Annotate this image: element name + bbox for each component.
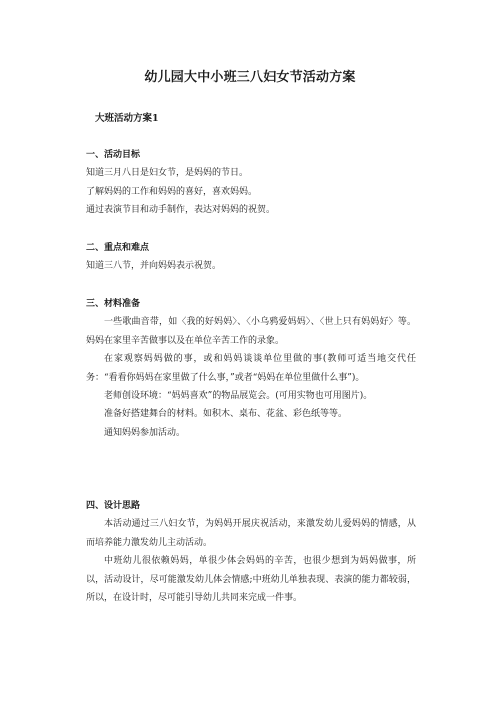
materials-paragraph: 一些歌曲音带，如〈我的好妈妈〉、〈小乌鸦爱妈妈〉、〈世上只有妈妈好〉等。 妈妈在家里辛苦做事以及在单位辛苦工作的录象。 <box>86 317 416 346</box>
section-key-points <box>86 239 416 276</box>
section-heading: 三、材料准备 <box>86 299 141 309</box>
objective-item: 知道三月八日是妇女节，是妈妈的节日。 <box>86 168 249 179</box>
section-heading: 四、设计思路 <box>86 501 141 511</box>
section-heading: 一、活动目标 <box>86 150 141 160</box>
materials-paragraph: 通知妈妈参加活动。 <box>104 427 186 438</box>
materials-paragraph: 在家观察妈妈做的事，或和妈妈谈谈单位里做的事(教师可适当地交代任务：“看看你妈妈在家里做了什么事，”或者“妈妈在单位里做什么事”)。 <box>86 354 416 383</box>
design-paragraph: 中班幼儿很依赖妈妈，单很少体会妈妈的辛苦，也很少想到为妈妈做事，所以，活动设计，尽可能激发幼儿体会情感;中班幼儿单独表现、表演的能力都较弱，所以，在设计时，尽可能引导幼儿共同来完成一件事。 <box>86 556 416 604</box>
key-point-item: 知道三八节，并向妈妈表示祝贺。 <box>86 261 222 272</box>
plan-subtitle: 大班活动方案1 <box>95 113 159 124</box>
section-materials <box>86 295 416 442</box>
materials-paragraph: 准备好搭建舞台的材料。如积木、桌布、花盆、彩色纸等等。 <box>104 409 348 420</box>
materials-paragraph: 老师创设环境：“妈妈喜欢”的物品展览会。(可用实物也可用图片)。 <box>104 391 373 402</box>
document-title: 幼儿园大中小班三八妇女节活动方案 <box>144 70 356 85</box>
objective-item: 了解妈妈的工作和妈妈的喜好，喜欢妈妈。 <box>86 186 258 197</box>
section-heading: 二、重点和难点 <box>86 243 150 253</box>
section-objectives <box>86 146 416 220</box>
objective-item: 通过表演节目和动手制作，表达对妈妈的祝贺。 <box>86 205 276 216</box>
design-paragraph: 本活动通过三八妇女节，为妈妈开展庆祝活动，来激发幼儿爱妈妈的情感，从而培养能力激发幼儿主动活动。 <box>86 519 416 548</box>
section-design-ideas <box>86 497 416 607</box>
